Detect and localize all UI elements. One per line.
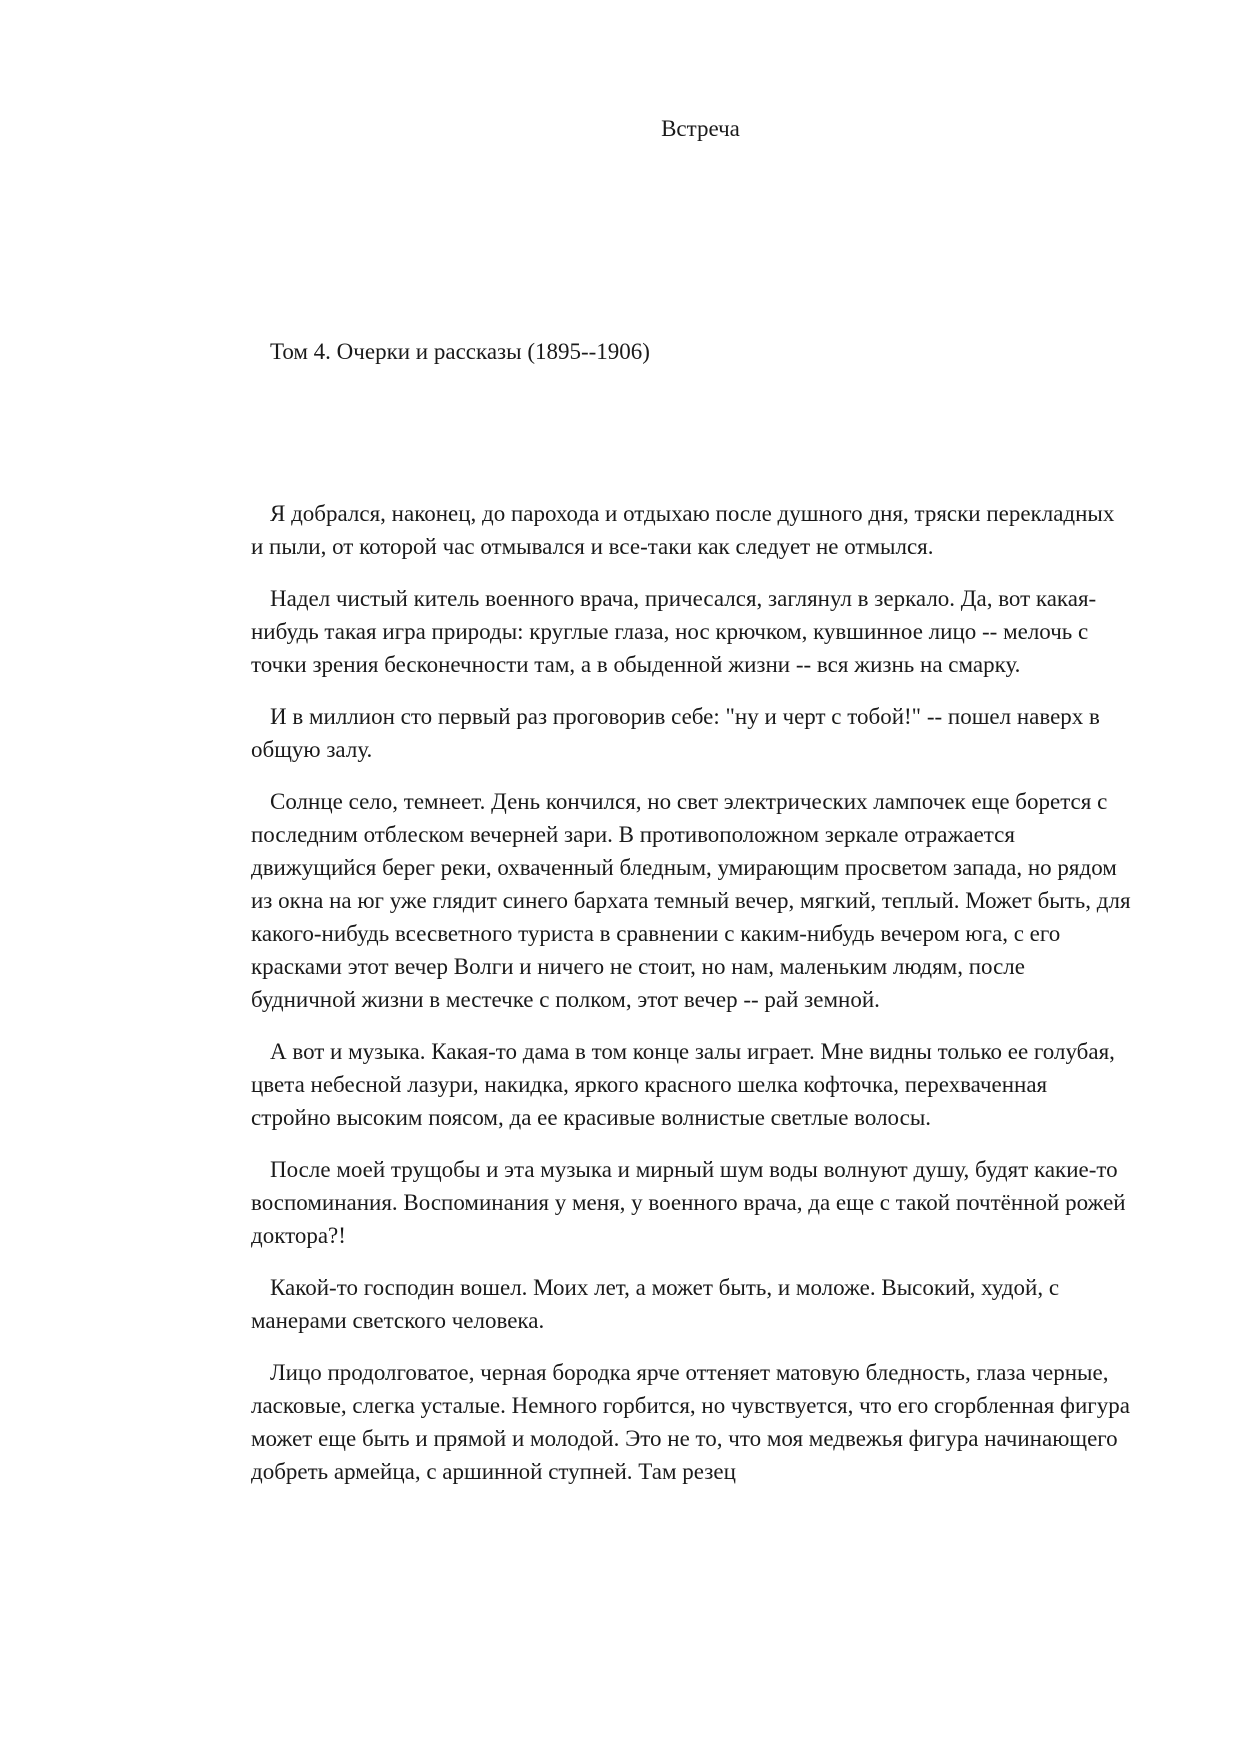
- paragraph: Я добрался, наконец, до парохода и отдыхаю после душного дня, тряски перекладных и пыли, от которой час отмывался и все-таки как следует не отмылся.: [251, 501, 1115, 559]
- paragraph: Какой-то господин вошел. Моих лет, а может быть, и моложе. Высокий, худой, с манерами светского человека.: [251, 1275, 1060, 1333]
- paragraph: Надел чистый китель военного врача, причесался, заглянул в зеркало. Да, вот какая-нибудь такая игра природы: круглые глаза, нос крючком, кувшинное лицо -- мелочь с точки зрения бесконечности там, а в обыденной жизни -- вся жизнь на смарку.: [251, 586, 1097, 677]
- paragraph: Лицо продолговатое, черная бородка ярче оттеняет матовую бледность, глаза черные, ласковые, слегка усталые. Немного горбится, но чувствуется, что его сгорбленная фигура может еще быть и прямой и молодой. Это не то, что моя медвежья фигура начинающего добреть армейца, с аршинной ступней. Там резец: [251, 1360, 1130, 1484]
- paragraph: И в миллион сто первый раз проговорив себе: "ну и черт с тобой!" -- пошел наверх в общую залу.: [251, 704, 1100, 762]
- paragraph: Солнце село, темнеет. День кончился, но свет электрических лампочек еще борется с последним отблеском вечерней зари. В противоположном зеркале отражается движущийся берег реки, охваченный бледным, умирающим просветом запада, но рядом из окна на юг уже глядит синего бархата темный вечер, мягкий, теплый. Может быть, для какого-нибудь всесветного туриста в сравнении с каким-нибудь вечером юга, с его красками этот вечер Волги и ничего не стоит, но нам, маленьким людям, после будничной жизни в местечке с полком, этот вечер -- рай земной.: [251, 789, 1131, 1012]
- document-body: [251, 497, 1131, 1507]
- paragraph: А вот и музыка. Какая-то дама в том конце залы играет. Мне видны только ее голубая, цвета небесной лазури, накидка, яркого красного шелка кофточка, перехваченная стройно высоким поясом, да ее красивые волнистые светлые волосы.: [251, 1039, 1115, 1130]
- document-title: Встреча: [661, 116, 740, 141]
- document-subtitle: Том 4. Очерки и рассказы (1895--1906): [270, 339, 650, 364]
- paragraph: После моей трущобы и эта музыка и мирный шум воды волнуют душу, будят какие-то воспоминания. Воспоминания у меня, у военного врача, да еще с такой почтённой рожей доктора?!: [251, 1157, 1126, 1248]
